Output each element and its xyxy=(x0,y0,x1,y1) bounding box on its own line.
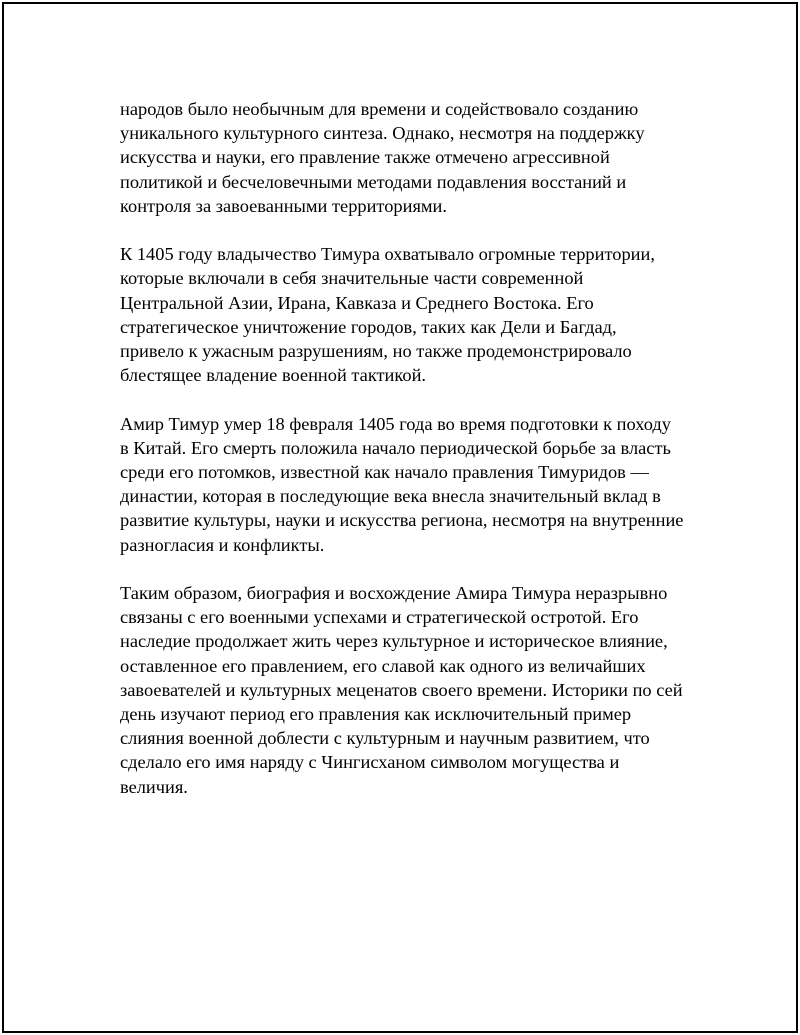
paragraph-1: народов было необычным для времени и содействовало созданию уникального культурного синтеза. Однако, несмотря на поддержку искусства и науки, его правление также отмечено агрессивной политикой и бесчеловечными методами подавления восстаний и контроля за завоеванными территориями. xyxy=(120,99,645,216)
paragraph-2: К 1405 году владычество Тимура охватывало огромные территории, которые включали в себя значительные части современной Центральной Азии, Ирана, Кавказа и Среднего Востока. Его стратегическое уничтожение городов, таких как Дели и Багдад, привело к ужасным разрушениям, но также продемонстрировало блестящее владение военной тактикой. xyxy=(120,244,655,386)
paragraph-3: Амир Тимур умер 18 февраля 1405 года во время подготовки к походу в Китай. Его смерть положила начало периодической борьбе за власть среди его потомков, известной как начало правления Тимуридов — династии, которая в последующие века внесла значительный вклад в развитие культуры, науки и искусства региона, несмотря на внутренние разногласия и конфликты. xyxy=(120,413,684,555)
document-body xyxy=(120,97,700,823)
paragraph-4: Таким образом, биография и восхождение Амира Тимура неразрывно связаны с его военными успехами и стратегической остротой. Его наследие продолжает жить через культурное и историческое влияние, оставленное его правлением, его славой как одного из величайших завоевателей и культурных меценатов своего времени. Историки по сей день изучают период его правления как исключительный пример слияния военной доблести с культурным и научным развитием, что сделало его имя наряду с Чингисханом символом могущества и величия. xyxy=(120,583,683,797)
document-page xyxy=(2,2,798,1033)
